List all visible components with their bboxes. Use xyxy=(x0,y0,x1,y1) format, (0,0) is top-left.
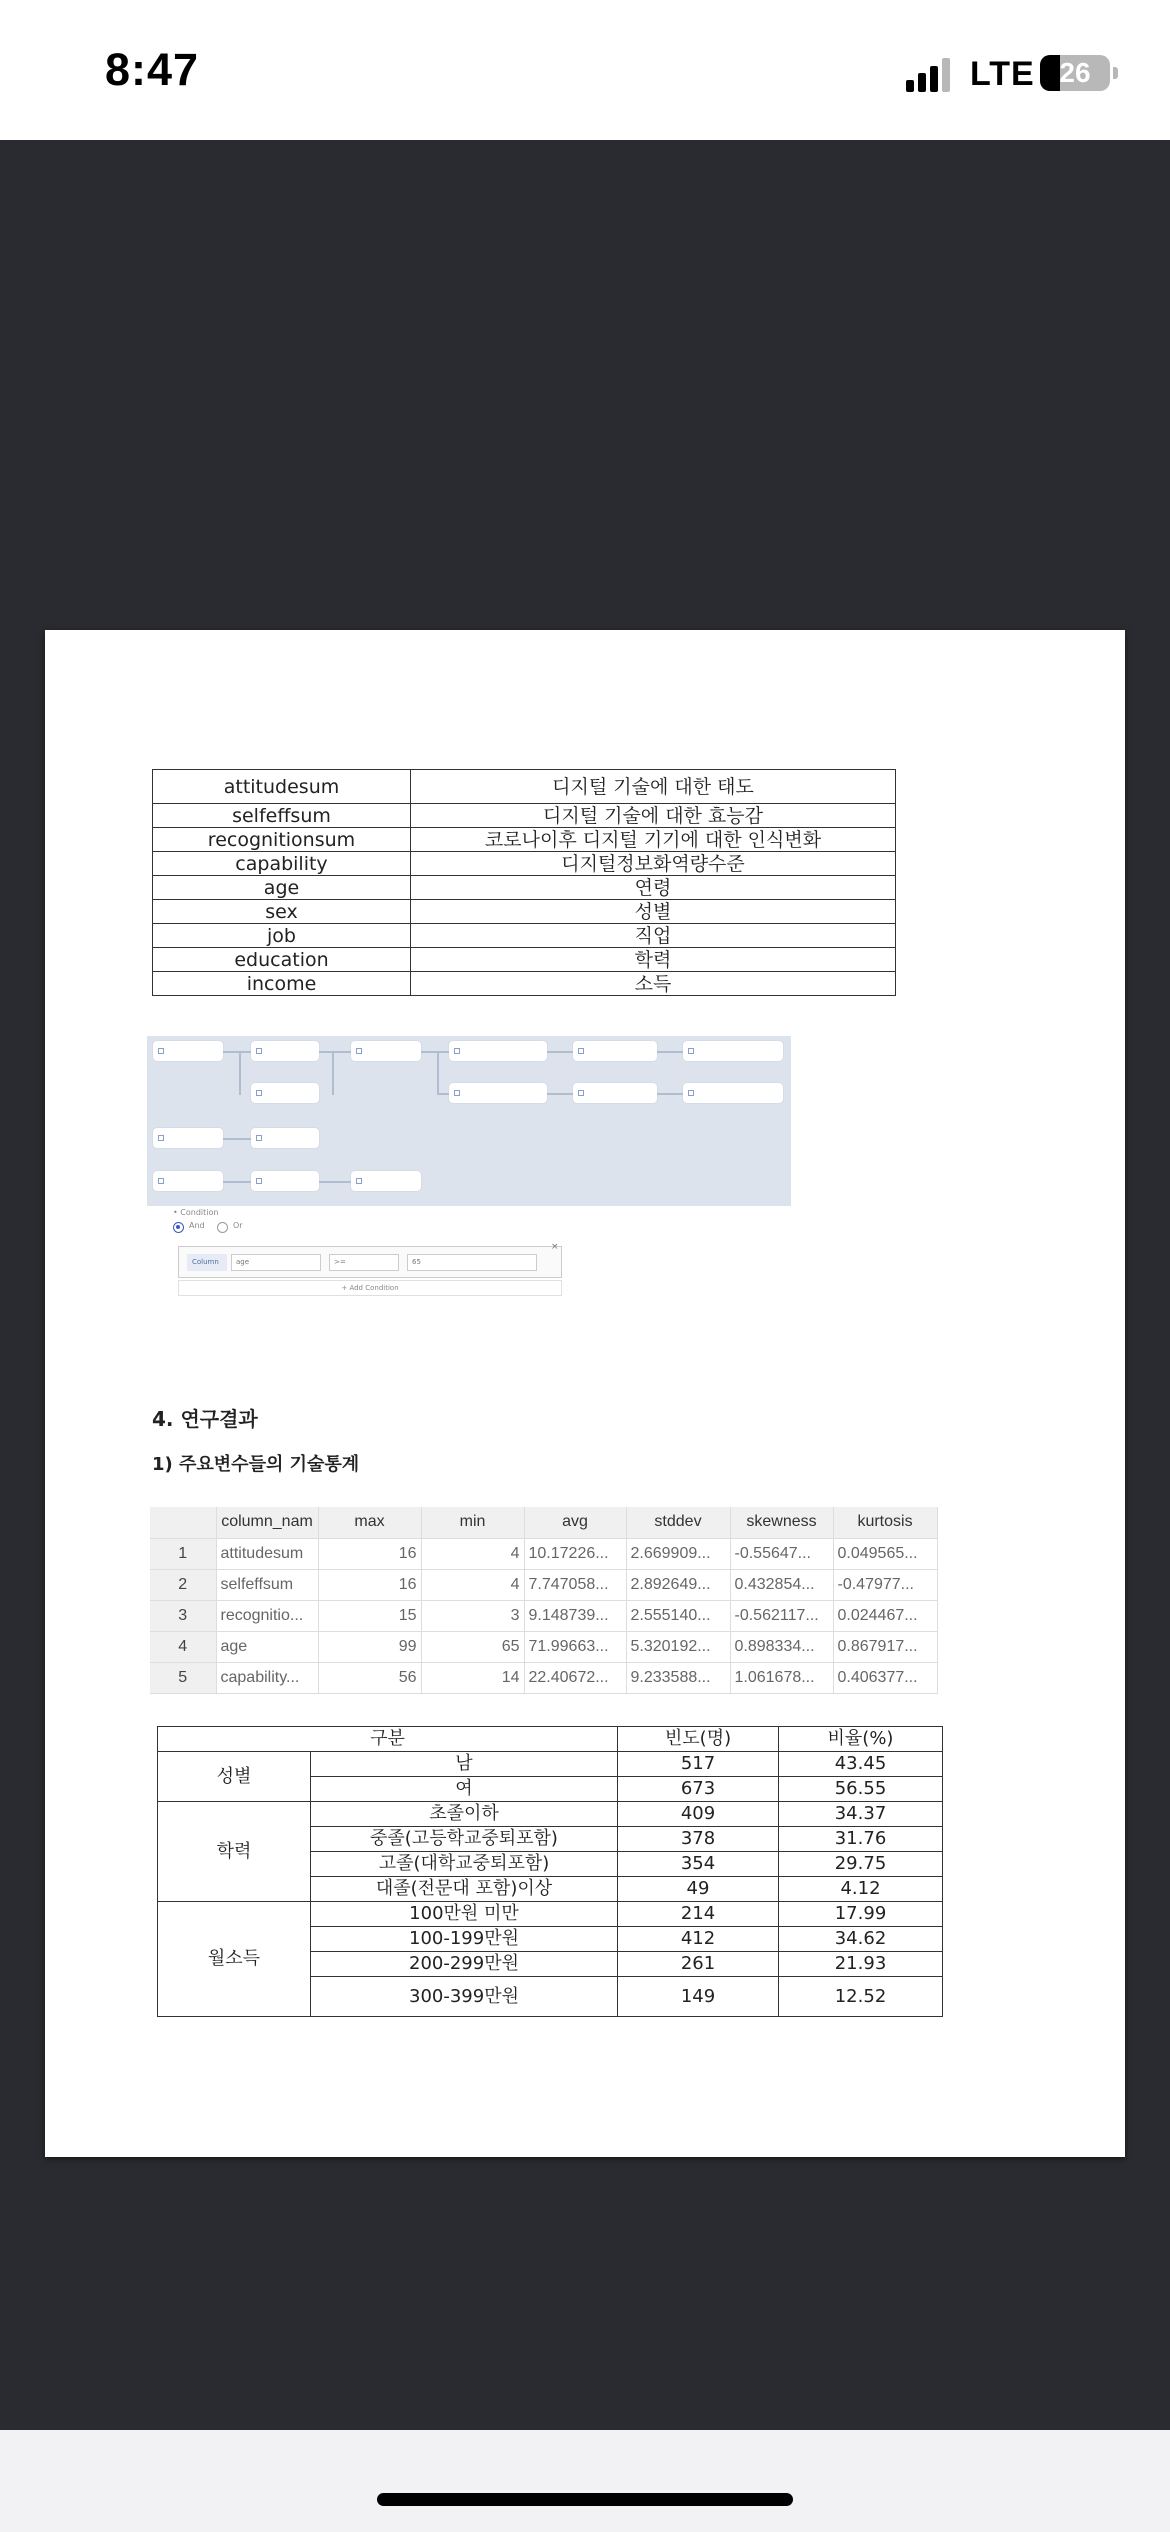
variable-desc: 직업 xyxy=(411,924,896,948)
table-row xyxy=(153,948,896,972)
section-heading: 4. 연구결과 xyxy=(152,1407,258,1431)
table-row xyxy=(150,1631,937,1662)
row-index: 5 xyxy=(150,1662,216,1693)
column-name-cell: selfeffsum xyxy=(216,1569,318,1600)
close-icon[interactable]: × xyxy=(551,1242,559,1252)
count-cell: 354 xyxy=(618,1852,779,1877)
table-row xyxy=(153,852,896,876)
min-cell: 4 xyxy=(421,1569,524,1600)
stats-header: max xyxy=(318,1507,421,1538)
stddev-cell: 2.555140... xyxy=(626,1600,730,1631)
add-condition-button[interactable]: + Add Condition xyxy=(178,1280,562,1296)
percent-cell: 56.55 xyxy=(779,1777,943,1802)
variable-name: education xyxy=(153,948,411,972)
home-area xyxy=(0,2430,1170,2532)
row-index: 4 xyxy=(150,1631,216,1662)
table-row xyxy=(150,1569,937,1600)
row-index: 3 xyxy=(150,1600,216,1631)
column-select[interactable]: age xyxy=(231,1254,321,1271)
stats-header xyxy=(150,1507,216,1538)
workflow-node xyxy=(351,1041,421,1061)
count-cell: 378 xyxy=(618,1827,779,1852)
column-tag: Column xyxy=(187,1254,227,1271)
table-row xyxy=(150,1538,937,1569)
table-row xyxy=(153,900,896,924)
row-index: 1 xyxy=(150,1538,216,1569)
percent-cell: 21.93 xyxy=(779,1952,943,1977)
workflow-node xyxy=(251,1128,319,1148)
category-cell: 100-199만원 xyxy=(311,1927,618,1952)
stddev-cell: 9.233588... xyxy=(626,1662,730,1693)
variable-name: job xyxy=(153,924,411,948)
category-cell: 중졸(고등학교중퇴포함) xyxy=(311,1827,618,1852)
kurtosis-cell: -0.47977... xyxy=(833,1569,937,1600)
category-cell: 남 xyxy=(311,1752,618,1777)
percent-cell: 34.62 xyxy=(779,1927,943,1952)
stddev-cell: 2.669909... xyxy=(626,1538,730,1569)
variable-name: capability xyxy=(153,852,411,876)
count-cell: 517 xyxy=(618,1752,779,1777)
category-cell: 여 xyxy=(311,1777,618,1802)
workflow-node xyxy=(153,1128,223,1148)
stats-header: avg xyxy=(524,1507,626,1538)
skewness-cell: -0.562117... xyxy=(730,1600,833,1631)
table-row xyxy=(153,972,896,996)
skewness-cell: 0.898334... xyxy=(730,1631,833,1662)
workflow-node xyxy=(573,1041,657,1061)
radio-or-label: Or xyxy=(233,1221,243,1230)
kurtosis-cell: 0.406377... xyxy=(833,1662,937,1693)
avg-cell: 22.40672... xyxy=(524,1662,626,1693)
workflow-node xyxy=(351,1171,421,1191)
count-cell: 409 xyxy=(618,1802,779,1827)
category-cell: 200-299만원 xyxy=(311,1952,618,1977)
freq-header: 빈도(명) xyxy=(618,1727,779,1752)
workflow-diagram xyxy=(147,1036,791,1206)
variable-desc: 디지털 기술에 대한 태도 xyxy=(411,770,896,804)
freq-header: 구분 xyxy=(158,1727,618,1752)
category-cell: 100만원 미만 xyxy=(311,1902,618,1927)
variable-name: sex xyxy=(153,900,411,924)
condition-title: • Condition xyxy=(173,1208,219,1217)
skewness-cell: 1.061678... xyxy=(730,1662,833,1693)
variable-name: recognitionsum xyxy=(153,828,411,852)
condition-row xyxy=(178,1246,562,1278)
table-row xyxy=(153,876,896,900)
status-time: 8:47 xyxy=(105,44,200,95)
freq-header-row xyxy=(158,1727,943,1752)
value-input[interactable]: 65 xyxy=(407,1254,537,1271)
percent-cell: 4.12 xyxy=(779,1877,943,1902)
max-cell: 16 xyxy=(318,1569,421,1600)
max-cell: 15 xyxy=(318,1600,421,1631)
home-indicator[interactable] xyxy=(377,2493,793,2506)
min-cell: 4 xyxy=(421,1538,524,1569)
battery-tip xyxy=(1113,67,1118,79)
variable-name: selfeffsum xyxy=(153,804,411,828)
column-name-cell: attitudesum xyxy=(216,1538,318,1569)
variable-desc: 연령 xyxy=(411,876,896,900)
skewness-cell: 0.432854... xyxy=(730,1569,833,1600)
count-cell: 673 xyxy=(618,1777,779,1802)
table-row xyxy=(153,770,896,804)
min-cell: 65 xyxy=(421,1631,524,1662)
condition-panel xyxy=(173,1208,573,1298)
category-cell: 300-399만원 xyxy=(311,1977,618,2017)
stats-header-row xyxy=(150,1507,937,1538)
percent-cell: 34.37 xyxy=(779,1802,943,1827)
stats-header: min xyxy=(421,1507,524,1538)
workflow-node xyxy=(251,1041,319,1061)
table-row xyxy=(150,1600,937,1631)
percent-cell: 31.76 xyxy=(779,1827,943,1852)
variable-desc: 디지털정보화역량수준 xyxy=(411,852,896,876)
min-cell: 14 xyxy=(421,1662,524,1693)
freq-header: 비율(%) xyxy=(779,1727,943,1752)
workflow-node xyxy=(683,1083,783,1103)
table-row xyxy=(158,1752,943,1777)
kurtosis-cell: 0.049565... xyxy=(833,1538,937,1569)
radio-and[interactable] xyxy=(173,1222,184,1233)
variable-desc: 학력 xyxy=(411,948,896,972)
battery-level: 26 xyxy=(1059,57,1091,88)
operator-select[interactable]: >= xyxy=(329,1254,399,1271)
table-row xyxy=(158,1902,943,1927)
variable-name: attitudesum xyxy=(153,770,411,804)
group-label: 월소득 xyxy=(158,1902,311,2017)
max-cell: 16 xyxy=(318,1538,421,1569)
stddev-cell: 2.892649... xyxy=(626,1569,730,1600)
category-cell: 대졸(전문대 포함)이상 xyxy=(311,1877,618,1902)
percent-cell: 17.99 xyxy=(779,1902,943,1927)
radio-and-label: And xyxy=(189,1221,205,1230)
signal-icon xyxy=(906,56,952,92)
min-cell: 3 xyxy=(421,1600,524,1631)
category-cell: 고졸(대학교중퇴포함) xyxy=(311,1852,618,1877)
category-cell: 초졸이하 xyxy=(311,1802,618,1827)
count-cell: 214 xyxy=(618,1902,779,1927)
variable-desc: 디지털 기술에 대한 효능감 xyxy=(411,804,896,828)
stats-header: skewness xyxy=(730,1507,833,1538)
kurtosis-cell: 0.867917... xyxy=(833,1631,937,1662)
max-cell: 56 xyxy=(318,1662,421,1693)
avg-cell: 71.99663... xyxy=(524,1631,626,1662)
workflow-node xyxy=(449,1083,547,1103)
kurtosis-cell: 0.024467... xyxy=(833,1600,937,1631)
radio-or[interactable] xyxy=(217,1222,228,1233)
row-index: 2 xyxy=(150,1569,216,1600)
column-name-cell: age xyxy=(216,1631,318,1662)
workflow-node xyxy=(251,1083,319,1103)
stddev-cell: 5.320192... xyxy=(626,1631,730,1662)
table-row xyxy=(153,804,896,828)
stats-header: column_nam xyxy=(216,1507,318,1538)
table-row xyxy=(153,924,896,948)
table-row xyxy=(150,1662,937,1693)
workflow-node xyxy=(573,1083,657,1103)
avg-cell: 7.747058... xyxy=(524,1569,626,1600)
variable-desc: 소득 xyxy=(411,972,896,996)
count-cell: 49 xyxy=(618,1877,779,1902)
stats-header: kurtosis xyxy=(833,1507,937,1538)
workflow-node xyxy=(449,1041,547,1061)
document-page xyxy=(45,630,1125,2157)
group-label: 학력 xyxy=(158,1802,311,1902)
count-cell: 261 xyxy=(618,1952,779,1977)
percent-cell: 12.52 xyxy=(779,1977,943,2017)
table-row xyxy=(158,1802,943,1827)
column-name-cell: recognitio... xyxy=(216,1600,318,1631)
avg-cell: 9.148739... xyxy=(524,1600,626,1631)
subsection-heading: 1) 주요변수들의 기술통계 xyxy=(152,1454,360,1475)
variable-desc: 코로나이후 디지털 기기에 대한 인식변화 xyxy=(411,828,896,852)
network-label: LTE xyxy=(970,55,1035,93)
count-cell: 149 xyxy=(618,1977,779,2017)
workflow-node xyxy=(683,1041,783,1061)
count-cell: 412 xyxy=(618,1927,779,1952)
workflow-node xyxy=(153,1171,223,1191)
battery-icon xyxy=(1040,55,1110,91)
stats-table xyxy=(150,1507,938,1694)
table-row xyxy=(153,828,896,852)
stats-header: stddev xyxy=(626,1507,730,1538)
percent-cell: 29.75 xyxy=(779,1852,943,1877)
document-viewer[interactable] xyxy=(0,140,1170,2430)
variable-name: income xyxy=(153,972,411,996)
skewness-cell: -0.55647... xyxy=(730,1538,833,1569)
max-cell: 99 xyxy=(318,1631,421,1662)
column-name-cell: capability... xyxy=(216,1662,318,1693)
variable-desc: 성별 xyxy=(411,900,896,924)
variable-name: age xyxy=(153,876,411,900)
workflow-node xyxy=(153,1041,223,1061)
workflow-node xyxy=(251,1171,319,1191)
variables-table xyxy=(152,769,896,996)
frequency-table xyxy=(157,1726,943,2017)
percent-cell: 43.45 xyxy=(779,1752,943,1777)
group-label: 성별 xyxy=(158,1752,311,1802)
avg-cell: 10.17226... xyxy=(524,1538,626,1569)
status-bar xyxy=(0,0,1170,140)
